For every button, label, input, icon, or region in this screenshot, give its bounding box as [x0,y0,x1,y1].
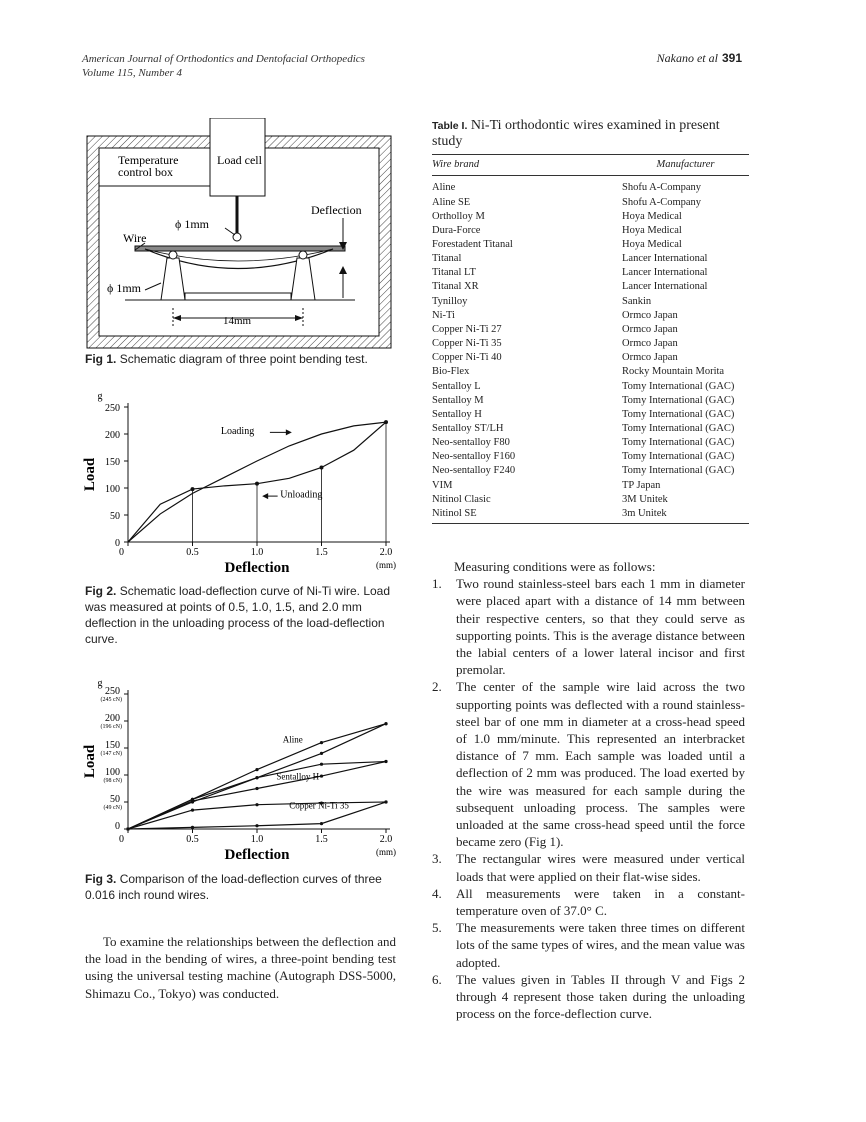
cell-manufacturer: Hoya Medical [622,238,682,250]
x-tick-label: 0 [119,834,124,845]
cell-manufacturer: Ormco Japan [622,338,678,350]
table-row [432,309,749,323]
cell-wire-brand: Nitinol Clasic [432,493,491,505]
condition-text: The rectangular wires were measured under vertical loads that were applied on their flat-wise sides. [456,851,745,884]
condition-item [432,850,745,884]
x-tick-label: 0.5 [186,547,199,558]
label-temp-box-2: control box [118,165,173,179]
table-row [432,507,749,521]
table-row [432,210,749,224]
cell-wire-brand: Neo-sentalloy F240 [432,465,516,477]
cell-wire-brand: Titanal [432,253,462,265]
y-tick-label: 50 [110,511,120,522]
condition-number: 1. [432,576,442,592]
table-row [432,351,749,365]
measure-point [191,487,195,491]
data-point [255,787,258,790]
table1 [432,118,749,524]
fig1-diagram [85,118,395,350]
table1-title [432,118,749,149]
condition-item [432,919,745,971]
y-axis-label: Load [82,457,98,492]
cell-manufacturer: Tomy International (GAC) [622,408,735,420]
data-point [384,760,387,763]
table-row [432,408,749,422]
condition-text: The values given in Tables II through V and Figs 2 through 4 represent those taken during the unloading process on the force-deflection curve. [456,971,745,1022]
col-header-wire-brand: Wire brand [432,158,480,170]
condition-item [432,678,745,850]
fig3-chart [80,672,410,867]
table-row [432,380,749,394]
data-point [320,822,323,825]
data-point [320,763,323,766]
cell-manufacturer: Tomy International (GAC) [622,394,735,406]
cell-manufacturer: Hoya Medical [622,210,682,222]
y-tick-label: 100 [105,767,120,778]
methods-paragraph: To examine the relationships between the deflection and the load in the bending of wires, a three-point bending test using the universal testing machine (Autograph DSS-5000, Shimazu Co., Tokyo) was conducted. [85,934,396,1001]
y-tick-label: 0 [115,821,120,832]
condition-text: The measurements were taken three times on different lots of the same types of wires, and the mean value was adopted. [456,920,745,970]
y-unit: g [97,678,103,689]
x-unit: (mm) [376,847,396,857]
y-tick-label: 0 [115,538,120,549]
table-row [432,323,749,337]
label-temp-box-1: Temperature [118,153,179,167]
running-header-page [657,51,742,66]
label-phi-top: ϕ 1mm [175,217,209,231]
label-wire: Wire [123,231,147,245]
y-tick-sublabel: (49 cN) [103,805,122,811]
table-row [432,196,749,210]
table-row [432,479,749,493]
cell-wire-brand: Sentalloy H [432,408,482,420]
cell-manufacturer: Tomy International (GAC) [622,380,735,392]
cell-manufacturer: Rocky Mountain Morita [622,366,725,378]
col-header-manufacturer: Manufacturer [656,158,715,170]
label-phi-left: ϕ 1mm [107,281,141,295]
data-point [320,774,323,777]
fig2-caption-label: Fig 2. [85,584,117,598]
x-tick-label: 0.5 [186,834,199,845]
x-unit: (mm) [376,560,396,570]
data-point [255,768,258,771]
cell-wire-brand: Tynilloy [432,295,468,307]
table-row [432,464,749,478]
data-point [320,752,323,755]
cell-wire-brand: Sentalloy L [432,380,481,392]
cell-wire-brand: Nitinol SE [432,507,477,519]
cell-wire-brand: Sentalloy M [432,394,484,406]
y-tick-sublabel: (245 cN) [100,697,122,703]
condition-item [432,971,745,1023]
condition-number: 2. [432,679,442,695]
table-row [432,493,749,507]
cell-wire-brand: Neo-sentalloy F80 [432,437,510,449]
series-line [128,762,386,830]
cell-wire-brand: Neo-sentalloy F160 [432,451,516,463]
x-tick-label: 2.0 [379,834,393,845]
x-tick-label: 1.0 [250,547,264,558]
table-row [432,295,749,309]
label-load-cell: Load cell [217,153,262,167]
y-tick-label: 200 [105,430,120,441]
y-unit: g [97,391,103,402]
table-row [432,337,749,351]
running-header-journal [82,52,502,80]
annotation-unloading: Unloading [280,489,323,501]
data-point [255,803,258,806]
measure-point [320,465,324,469]
cell-manufacturer: Tomy International (GAC) [622,423,735,434]
fig2-caption [85,583,405,647]
condition-number: 5. [432,920,442,936]
author-name: Nakano et al [656,51,718,65]
y-tick-label: 250 [105,403,120,414]
table-row [432,252,749,266]
series-label: Aline [282,734,303,745]
condition-number: 3. [432,851,442,867]
cell-manufacturer: Lancer International [622,267,708,279]
unloading-arrowhead [262,493,268,499]
cell-manufacturer: TP Japan [622,479,661,491]
cell-wire-brand: Copper Ni-Ti 35 [432,338,502,350]
cell-wire-brand: VIM [432,479,453,491]
cell-manufacturer: Shofu A-Company [622,196,702,208]
table-row [432,365,749,379]
fig3-caption [85,871,405,903]
fig1-caption-text: Schematic diagram of three point bending test. [119,352,368,366]
table-row [432,224,749,238]
cell-manufacturer: Tomy International (GAC) [622,465,735,477]
condition-number: 6. [432,971,442,987]
journal-volume: Volume 115, Number 4 [82,67,183,79]
x-tick-label: 0 [119,547,124,558]
y-axis-label: Load [82,744,98,779]
cell-manufacturer: Lancer International [622,253,708,265]
journal-title: American Journal of Orthodontics and Dentofacial Orthopedics [82,53,365,65]
cell-wire-brand: Sentalloy ST/LH [432,423,504,434]
table-row [432,436,749,450]
condition-item [432,885,745,919]
label-span: 14mm [223,315,252,327]
fig1-caption-label: Fig 1. [85,352,117,366]
cell-wire-brand: Titanal XR [432,281,479,293]
fig3-caption-label: Fig 3. [85,872,117,886]
condition-text: The center of the sample wire laid across the two supporting points was deflected with a round stainless-steel bar of one mm in diameter at a cross-head speed of 1.0 mm/minute. This represented an interbracket distance of 7 mm. Each sample was loaded until a deflection of 2 mm was produced. The load exerted by the wire was measured for each sample during the subsequent unloading process. The samples were unloaded at the same cross-head speed until the force became zero (Fig 1). [456,679,745,850]
cell-wire-brand: Copper Ni-Ti 27 [432,323,502,335]
x-tick-label: 2.0 [379,547,393,558]
conditions-list [432,575,745,1022]
series-line [128,762,386,830]
data-point [255,776,258,779]
x-axis-label: Deflection [224,847,290,863]
y-tick-label: 100 [105,484,120,495]
fig2-caption-text: Schematic load-deflection curve of Ni-Ti wire. Load was measured at points of 0.5, 1.0, 1.5, and 2.0 mm deflection in the unloading process of the load-deflection curve. [85,584,391,646]
cell-wire-brand: Ni-Ti [432,309,455,321]
x-axis-label: Deflection [224,560,290,575]
cell-wire-brand: Aline SE [432,196,471,208]
data-point [384,800,387,803]
y-tick-label: 200 [105,713,120,724]
y-tick-label: 50 [110,794,120,805]
wire [135,246,345,251]
table-row [432,266,749,280]
fig3-caption-text: Comparison of the load-deflection curves of three 0.016 inch round wires. [85,872,382,902]
label-deflection: Deflection [311,203,362,217]
table1-header-row [432,155,749,176]
table-row [432,422,749,436]
condition-text: All measurements were taken in a constant-temperature oven of 37.0° C. [456,885,745,919]
cell-manufacturer: 3m Unitek [622,507,667,519]
table-row [432,176,749,196]
x-tick-label: 1.5 [315,834,328,845]
cell-manufacturer: Lancer International [622,281,708,293]
series-label: Sentalloy H [276,771,320,782]
loading-arrowhead [286,429,292,435]
annotation-loading: Loading [220,426,255,437]
table-row [432,394,749,408]
measuring-conditions [432,558,745,1022]
cell-wire-brand: Ortholloy M [432,210,485,222]
table1-label: Table I. [432,120,468,132]
condition-number: 4. [432,885,442,901]
cell-manufacturer: Ormco Japan [622,323,678,335]
data-point [191,826,194,829]
data-point [384,722,387,725]
cell-manufacturer: Shofu A-Company [622,182,702,194]
cell-wire-brand: Dura-Force [432,224,481,236]
cell-wire-brand: Aline [432,182,456,194]
data-point [126,827,129,830]
table-row [432,238,749,252]
measure-point [255,482,259,486]
y-tick-sublabel: (147 cN) [100,751,122,757]
data-point [320,741,323,744]
y-tick-label: 250 [105,686,120,697]
series-label: Copper Ni-Ti 35 [289,800,349,811]
y-tick-label: 150 [105,457,120,468]
fig1-caption [85,351,405,367]
table-row [432,450,749,464]
cell-manufacturer: Ormco Japan [622,352,678,364]
table1-grid [432,155,749,521]
cell-wire-brand: Forestadent Titanal [432,238,513,250]
cell-wire-brand: Titanal LT [432,267,476,279]
table1-title-text: Ni-Ti orthodontic wires examined in present study [432,118,720,149]
measure-point [384,420,388,424]
x-tick-label: 1.0 [250,834,264,845]
x-tick-label: 1.5 [315,547,328,558]
y-tick-label: 150 [105,740,120,751]
data-point [191,809,194,812]
page-number: 391 [721,51,742,65]
condition-item [432,575,745,678]
cell-manufacturer: Tomy International (GAC) [622,451,735,463]
cell-wire-brand: Bio-Flex [432,366,470,378]
cell-manufacturer: 3M Unitek [622,493,668,505]
y-tick-sublabel: (196 cN) [100,724,122,730]
conditions-intro: Measuring conditions were as follows: [454,559,656,574]
cell-manufacturer: Sankin [622,295,652,307]
fig2-chart [80,385,410,575]
data-point [191,799,194,802]
table-row [432,280,749,294]
cell-manufacturer: Tomy International (GAC) [622,437,735,449]
cell-manufacturer: Hoya Medical [622,224,682,236]
data-point [255,824,258,827]
y-tick-sublabel: (98 cN) [103,778,122,784]
condition-text: Two round stainless-steel bars each 1 mm in diameter were placed apart with a distance of 14 mm between their respective centers, so that they could serve as supporting points. This is the average distance between the labial centers of a lower lateral incisor and first premolar. [456,576,745,678]
cell-wire-brand: Copper Ni-Ti 40 [432,352,502,364]
cell-manufacturer: Ormco Japan [622,309,678,321]
